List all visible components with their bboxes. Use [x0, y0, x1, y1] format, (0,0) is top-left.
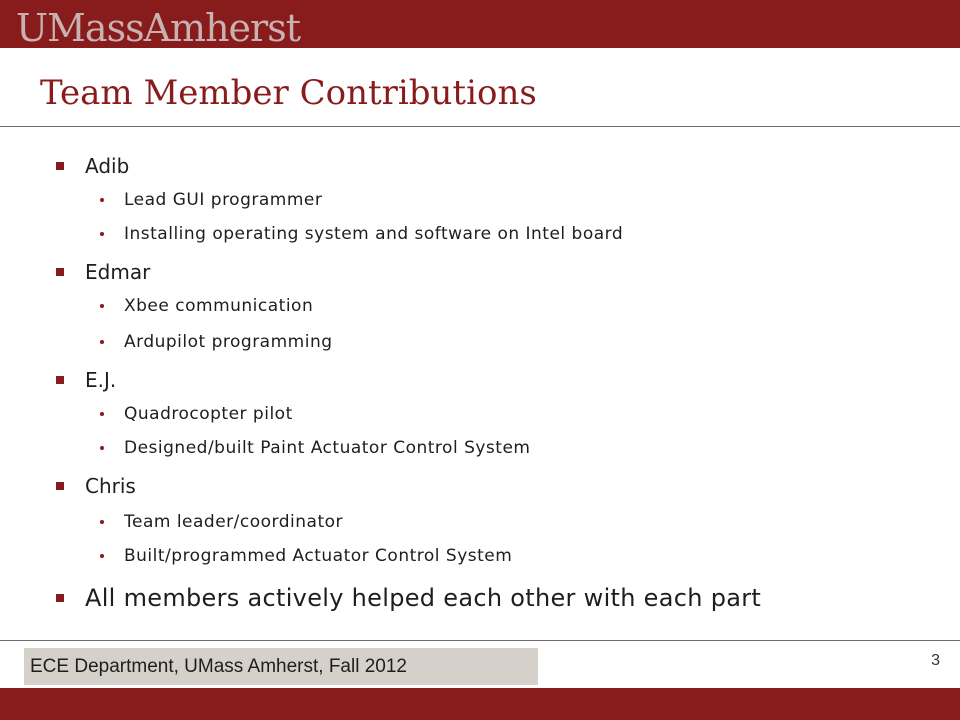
list-item-task — [100, 512, 343, 532]
list-item-summary — [56, 584, 761, 612]
list-item-member — [56, 260, 150, 284]
member-name: Adib — [85, 154, 130, 178]
task-text: Xbee communication — [124, 296, 314, 316]
title-divider — [0, 126, 960, 127]
page-number: 3 — [931, 652, 940, 669]
square-bullet-icon — [56, 268, 64, 276]
footer-divider — [0, 640, 960, 641]
dot-bullet-icon — [100, 198, 104, 202]
list-item-task — [100, 296, 313, 316]
task-text: Team leader/coordinator — [124, 512, 344, 532]
summary-text: All members actively helped each other with each part — [85, 584, 762, 612]
member-name: Chris — [85, 474, 136, 498]
square-bullet-icon — [56, 594, 64, 602]
dot-bullet-icon — [100, 412, 104, 416]
header-bar — [0, 0, 960, 48]
list-item-task — [100, 190, 322, 210]
task-text: Quadrocopter pilot — [124, 404, 293, 424]
list-item-member — [56, 474, 136, 498]
list-item-task — [100, 546, 512, 566]
list-item-task — [100, 438, 530, 458]
bottom-bar — [0, 688, 960, 720]
task-text: Designed/built Paint Actuator Control System — [124, 438, 531, 458]
member-name: Edmar — [85, 260, 151, 284]
square-bullet-icon — [56, 162, 64, 170]
list-item-member — [56, 368, 116, 392]
square-bullet-icon — [56, 482, 64, 490]
list-item-task — [100, 332, 333, 352]
dot-bullet-icon — [100, 304, 104, 308]
task-text: Lead GUI programmer — [124, 190, 323, 210]
list-item-member — [56, 154, 129, 178]
dot-bullet-icon — [100, 340, 104, 344]
square-bullet-icon — [56, 376, 64, 384]
dot-bullet-icon — [100, 232, 104, 236]
task-text: Ardupilot programming — [124, 332, 333, 352]
list-item-task — [100, 404, 293, 424]
member-name: E.J. — [85, 368, 117, 392]
umass-amherst-logo: UMassAmherst — [16, 6, 300, 50]
task-text: Installing operating system and software on Intel board — [124, 224, 624, 244]
dot-bullet-icon — [100, 520, 104, 524]
task-text: Built/programmed Actuator Control System — [124, 546, 513, 566]
dot-bullet-icon — [100, 554, 104, 558]
footer-text: ECE Department, UMass Amherst, Fall 2012 — [30, 656, 407, 677]
dot-bullet-icon — [100, 446, 104, 450]
list-item-task — [100, 224, 623, 244]
slide-title: Team Member Contributions — [40, 73, 537, 113]
